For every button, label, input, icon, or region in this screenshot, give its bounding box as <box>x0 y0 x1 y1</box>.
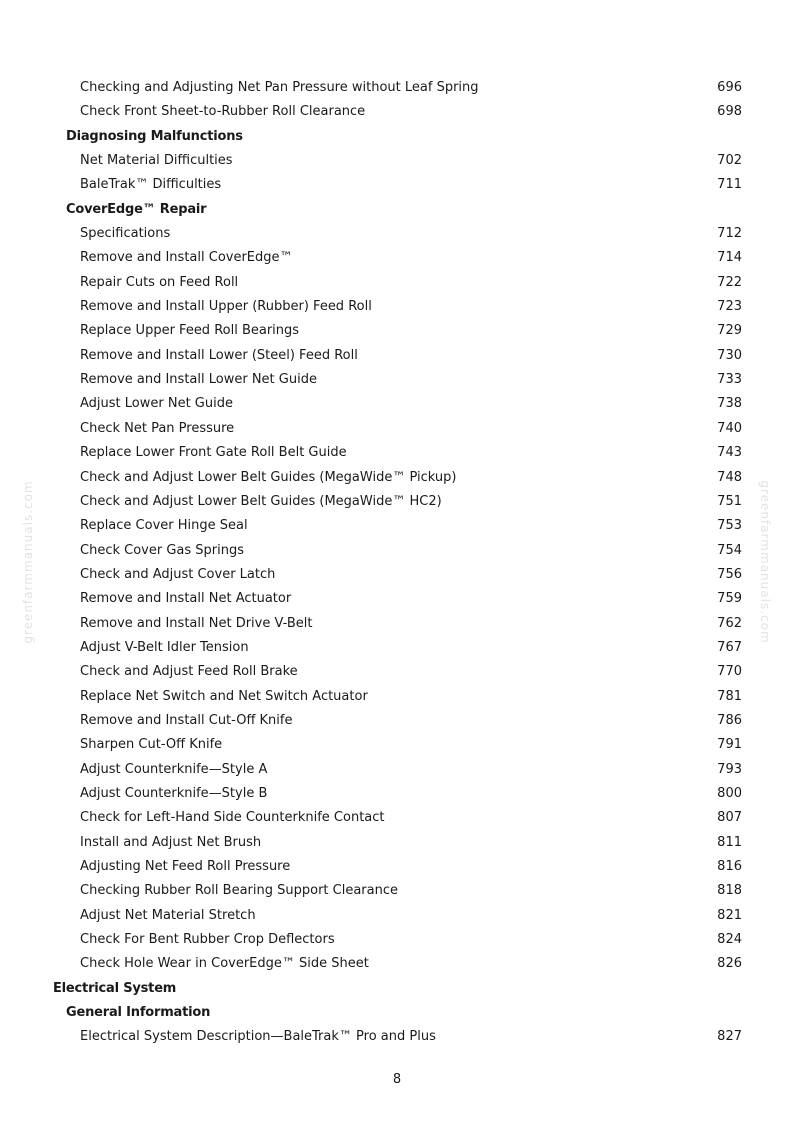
toc-entry[interactable] <box>0 466 794 490</box>
toc-entry[interactable] <box>0 952 794 976</box>
toc-entry-title: Repair Cuts on Feed Roll <box>80 274 239 290</box>
toc-entry-title: Check and Adjust Cover Latch <box>80 566 276 582</box>
toc-entry-title: Remove and Install CoverEdge™ <box>80 250 293 266</box>
toc-entry-page: 753 <box>717 518 742 534</box>
toc-entry[interactable] <box>0 587 794 611</box>
toc-entry-page: 781 <box>717 688 742 704</box>
toc-entry-page: 711 <box>717 177 742 193</box>
toc-entry-title: Check Front Sheet-to-Rubber Roll Clearance <box>80 104 366 120</box>
toc-entry-page: 738 <box>717 396 742 412</box>
toc-entry-page: 793 <box>717 761 742 777</box>
toc-entry[interactable] <box>0 733 794 757</box>
toc-entry-title: Checking and Adjusting Net Pan Pressure without Leaf Spring <box>80 80 479 95</box>
toc-entry-page: 821 <box>717 907 742 923</box>
toc-entry[interactable] <box>0 246 794 270</box>
toc-entry[interactable] <box>0 441 794 465</box>
toc-entry-page: 759 <box>717 591 742 607</box>
toc-entry-page: 740 <box>717 420 742 436</box>
toc-entry[interactable] <box>0 392 794 416</box>
toc-entry[interactable] <box>0 490 794 514</box>
toc-entry[interactable] <box>0 368 794 392</box>
table-of-contents <box>0 76 794 1050</box>
toc-entry[interactable] <box>0 806 794 830</box>
toc-entry-page: 729 <box>717 323 742 339</box>
toc-entry-title: Check and Adjust Feed Roll Brake <box>80 664 298 680</box>
toc-entry[interactable] <box>0 758 794 782</box>
toc-entry-title: Replace Upper Feed Roll Bearings <box>80 323 300 339</box>
toc-entry-page: 816 <box>717 859 742 874</box>
toc-entry-title: Adjusting Net Feed Roll Pressure <box>80 859 291 874</box>
toc-entry-title: Adjust V-Belt Idler Tension <box>80 639 249 655</box>
toc-entry-title: BaleTrak™ Difficulties <box>80 177 222 193</box>
toc-entry-title: Check Cover Gas Springs <box>80 542 244 558</box>
toc-entry[interactable] <box>0 1025 794 1049</box>
toc-entry-page: 756 <box>717 566 742 582</box>
toc-section-heading[interactable] <box>0 198 794 222</box>
toc-entry-title: Check and Adjust Lower Belt Guides (MegaWide™ HC2) <box>80 493 442 509</box>
toc-entry-title: Remove and Install Upper (Rubber) Feed Roll <box>80 299 372 315</box>
toc-entry-page: 754 <box>717 542 742 558</box>
toc-entry-title: CoverEdge™ Repair <box>66 201 207 217</box>
toc-entry-title: Replace Net Switch and Net Switch Actuator <box>80 688 368 704</box>
toc-entry-page: 770 <box>717 664 742 680</box>
toc-entry-title: Check Hole Wear in CoverEdge™ Side Sheet <box>80 956 369 972</box>
toc-entry-title: Remove and Install Net Actuator <box>80 591 292 607</box>
toc-entry[interactable] <box>0 344 794 368</box>
watermark-right: greenfarmmanuals.com <box>758 480 772 644</box>
toc-entry-title: Check and Adjust Lower Belt Guides (MegaWide™ Pickup) <box>80 469 457 485</box>
toc-entry[interactable] <box>0 636 794 660</box>
toc-entry-page: 827 <box>717 1029 742 1045</box>
toc-entry-title: Adjust Net Material Stretch <box>80 907 256 923</box>
toc-entry[interactable] <box>0 904 794 928</box>
toc-entry-page: 818 <box>717 883 742 899</box>
toc-entry-page: 751 <box>717 493 742 509</box>
toc-entry-title: Electrical System Description—BaleTrak™ Pro and Plus <box>80 1029 436 1045</box>
toc-entry-title: Electrical System <box>53 980 177 996</box>
toc-chapter-heading[interactable] <box>0 977 794 1001</box>
toc-entry-title: Remove and Install Cut-Off Knife <box>80 712 293 728</box>
toc-entry-page: 811 <box>717 834 742 850</box>
toc-entry[interactable] <box>0 100 794 124</box>
toc-entry[interactable] <box>0 271 794 295</box>
toc-entry[interactable] <box>0 76 794 100</box>
toc-entry[interactable] <box>0 295 794 319</box>
toc-entry[interactable] <box>0 831 794 855</box>
toc-entry-page: 807 <box>717 810 742 826</box>
toc-entry-title: Replace Lower Front Gate Roll Belt Guide <box>80 445 347 461</box>
toc-entry[interactable] <box>0 417 794 441</box>
toc-entry-page: 714 <box>717 250 742 266</box>
toc-entry[interactable] <box>0 319 794 343</box>
toc-entry-title: Remove and Install Net Drive V-Belt <box>80 615 313 631</box>
toc-entry-title: Check for Left-Hand Side Counterknife Contact <box>80 810 385 826</box>
page-number: 8 <box>392 1072 402 1087</box>
toc-entry-page: 722 <box>717 274 742 290</box>
toc-entry[interactable] <box>0 685 794 709</box>
watermark-left: greenfarmmanuals.com <box>21 480 35 644</box>
toc-entry[interactable] <box>0 660 794 684</box>
toc-entry-page: 723 <box>717 299 742 315</box>
toc-entry-title: Check For Bent Rubber Crop Deflectors <box>80 932 335 948</box>
toc-entry-page: 767 <box>717 639 742 655</box>
toc-entry-title: Net Material Difficulties <box>80 153 233 169</box>
toc-entry-page: 698 <box>717 104 742 120</box>
toc-entry[interactable] <box>0 539 794 563</box>
toc-entry[interactable] <box>0 928 794 952</box>
toc-entry[interactable] <box>0 173 794 197</box>
toc-entry-title: Install and Adjust Net Brush <box>80 834 262 850</box>
toc-entry[interactable] <box>0 855 794 879</box>
toc-entry-title: Remove and Install Lower (Steel) Feed Roll <box>80 347 358 363</box>
toc-entry[interactable] <box>0 563 794 587</box>
toc-entry-title: Replace Cover Hinge Seal <box>80 518 248 534</box>
toc-entry-title: Check Net Pan Pressure <box>80 420 235 436</box>
toc-entry-page: 743 <box>717 445 742 461</box>
toc-entry-title: Adjust Lower Net Guide <box>80 396 233 412</box>
toc-entry-title: Checking Rubber Roll Bearing Support Clearance <box>80 883 398 899</box>
toc-entry[interactable] <box>0 709 794 733</box>
toc-entry[interactable] <box>0 149 794 173</box>
toc-entry-title: Remove and Install Lower Net Guide <box>80 372 317 388</box>
toc-section-heading[interactable] <box>0 125 794 149</box>
toc-entry-page: 791 <box>717 737 742 753</box>
toc-entry-title: Sharpen Cut-Off Knife <box>80 737 223 753</box>
toc-entry-page: 824 <box>717 932 742 948</box>
toc-entry-page: 730 <box>717 347 742 363</box>
toc-entry[interactable] <box>0 879 794 903</box>
toc-entry-page: 696 <box>717 80 742 95</box>
toc-entry[interactable] <box>0 222 794 246</box>
toc-entry-page: 786 <box>717 712 742 728</box>
toc-section-heading[interactable] <box>0 1001 794 1025</box>
toc-entry-title: Adjust Counterknife—Style A <box>80 761 268 777</box>
toc-entry-page: 762 <box>717 615 742 631</box>
toc-entry-page: 826 <box>717 956 742 972</box>
toc-entry[interactable] <box>0 782 794 806</box>
toc-entry-title: Adjust Counterknife—Style B <box>80 785 268 801</box>
toc-entry-page: 733 <box>717 372 742 388</box>
toc-entry-title: Specifications <box>80 226 171 242</box>
toc-entry-page: 712 <box>717 226 742 242</box>
toc-entry[interactable] <box>0 612 794 636</box>
toc-entry-title: General Information <box>66 1005 211 1021</box>
toc-entry[interactable] <box>0 514 794 538</box>
toc-entry-title: Diagnosing Malfunctions <box>66 128 243 144</box>
toc-entry-page: 800 <box>717 785 742 801</box>
toc-entry-page: 748 <box>717 469 742 485</box>
toc-entry-page: 702 <box>717 153 742 169</box>
